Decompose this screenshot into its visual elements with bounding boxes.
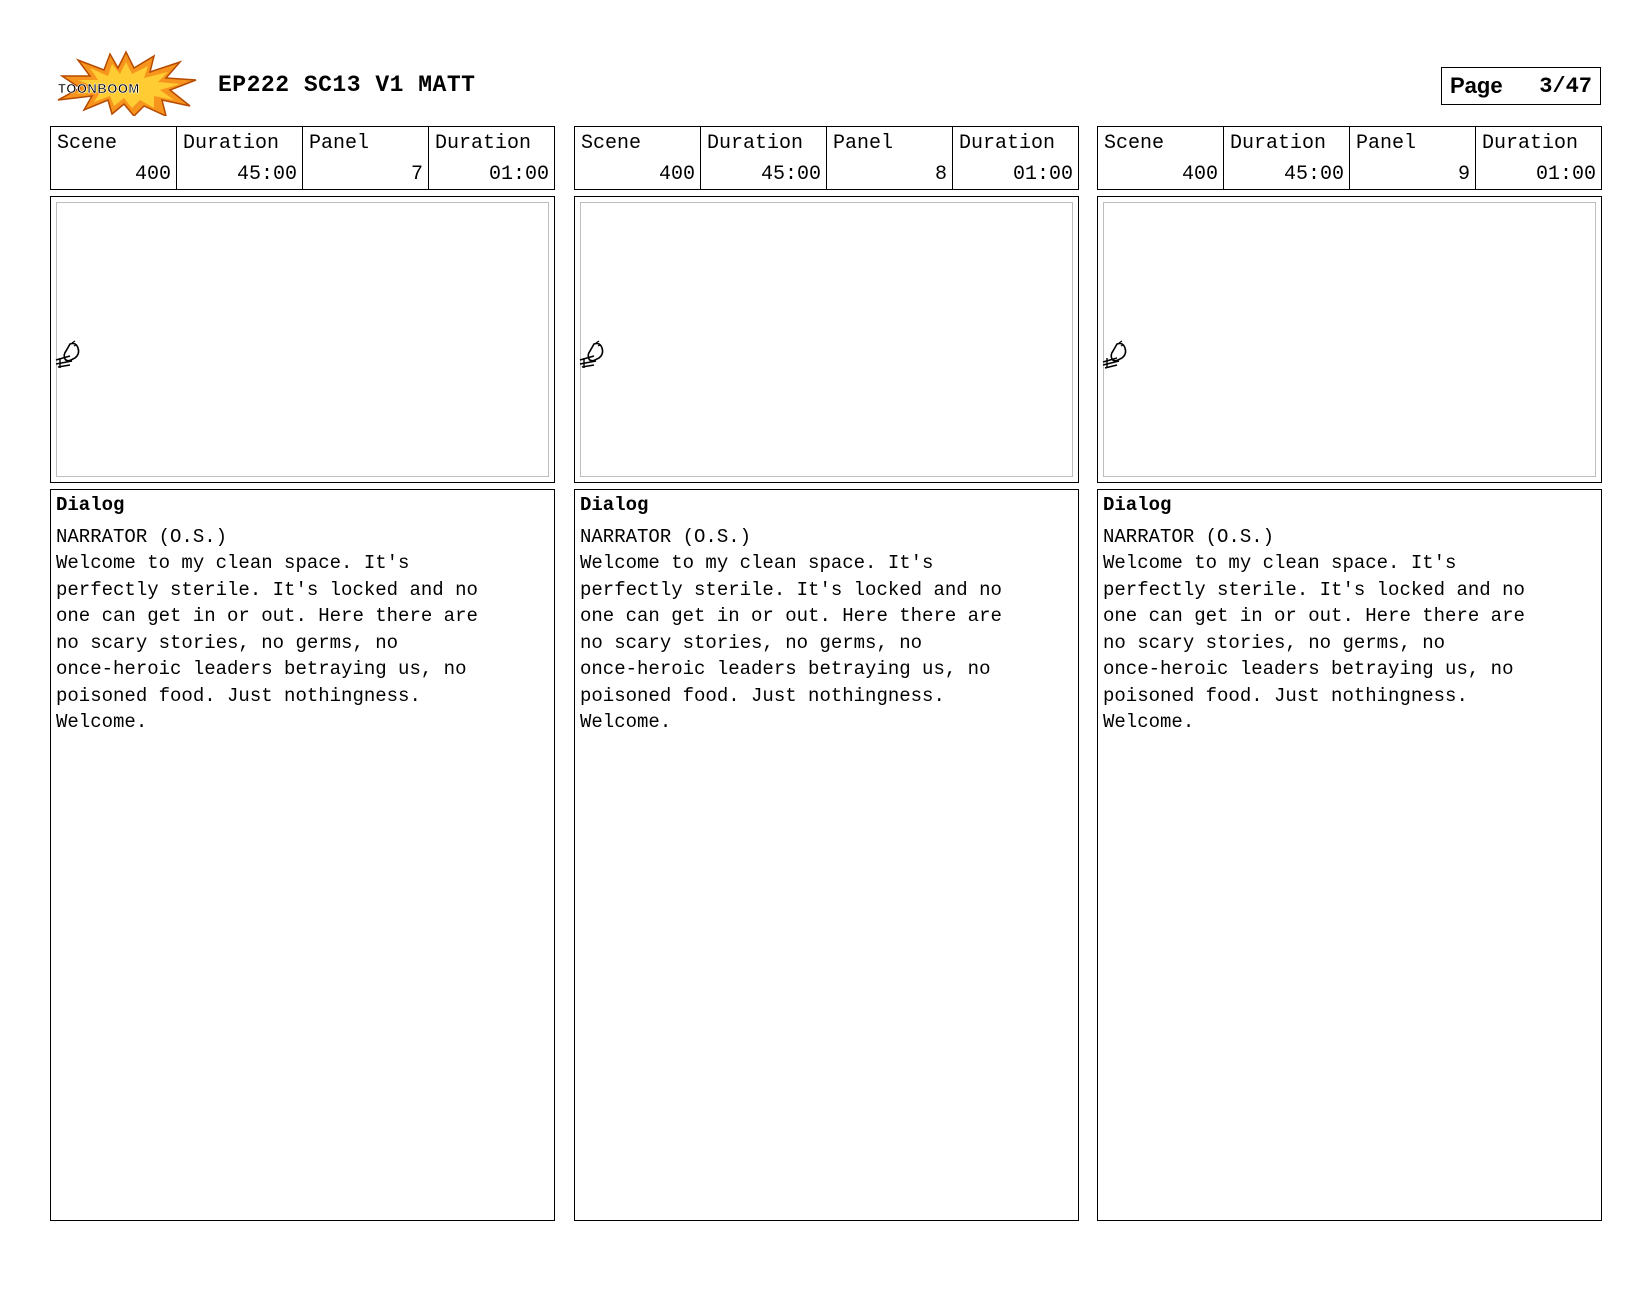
storyboard-frame[interactable] bbox=[1097, 196, 1602, 483]
panel-duration-cell bbox=[429, 127, 554, 189]
scene-duration: 45:00 bbox=[1283, 163, 1344, 186]
panel-duration: 01:00 bbox=[1012, 163, 1073, 186]
page-indicator bbox=[1441, 67, 1601, 105]
panel-column-3 bbox=[1097, 126, 1602, 1221]
dialog-box bbox=[574, 489, 1079, 1221]
panel-column-2 bbox=[574, 126, 1079, 1221]
panel-duration-cell bbox=[953, 127, 1078, 189]
dialog-speaker: NARRATOR (O.S.) bbox=[1103, 526, 1275, 548]
dialog-line: Welcome. bbox=[580, 711, 672, 733]
panel-number: 8 bbox=[934, 163, 947, 186]
dialog-speaker: NARRATOR (O.S.) bbox=[580, 526, 752, 548]
dialog-speaker: NARRATOR (O.S.) bbox=[56, 526, 228, 548]
dialog-line: one can get in or out. Here there are bbox=[580, 605, 1002, 627]
toonboom-logo bbox=[54, 50, 198, 116]
panel-cell bbox=[303, 127, 429, 189]
dialog-heading: Dialog bbox=[580, 494, 649, 516]
dialog-line: once-heroic leaders betraying us, no bbox=[56, 658, 467, 680]
dialog-line: once-heroic leaders betraying us, no bbox=[580, 658, 991, 680]
dialog-line: Welcome. bbox=[56, 711, 148, 733]
duration-label: Duration bbox=[183, 132, 280, 155]
dialog-line: poisoned food. Just nothingness. bbox=[580, 684, 945, 707]
scene-number: 400 bbox=[1181, 163, 1218, 186]
panel-duration: 01:00 bbox=[488, 163, 549, 186]
dialog-line: one can get in or out. Here there are bbox=[56, 605, 478, 627]
frame-safe-area bbox=[1103, 202, 1596, 477]
scene-number: 400 bbox=[134, 163, 171, 186]
panel-cell bbox=[827, 127, 953, 189]
panel-header bbox=[50, 126, 555, 190]
panel-label: Panel bbox=[833, 132, 894, 155]
dialog-line: perfectly sterile. It's locked and no bbox=[580, 578, 1002, 601]
document-title: EP222 SC13 V1 MATT bbox=[218, 72, 476, 98]
scene-label: Scene bbox=[581, 132, 642, 155]
duration-label: Duration bbox=[435, 132, 532, 155]
scene-duration-cell bbox=[701, 127, 827, 189]
scene-cell bbox=[1098, 127, 1224, 189]
dialog-line: perfectly sterile. It's locked and no bbox=[1103, 578, 1525, 601]
page-number: 3/47 bbox=[1539, 73, 1592, 99]
scene-cell bbox=[575, 127, 701, 189]
panel-column-1 bbox=[50, 126, 555, 1221]
dialog-line: no scary stories, no germs, no bbox=[1103, 631, 1446, 654]
panel-label: Panel bbox=[1356, 132, 1417, 155]
character-sketch-icon bbox=[578, 340, 610, 370]
dialog-heading: Dialog bbox=[56, 494, 125, 516]
scene-number: 400 bbox=[658, 163, 695, 186]
dialog-line: Welcome to my clean space. It's bbox=[1103, 552, 1457, 574]
scene-cell bbox=[51, 127, 177, 189]
logo-text: TOONBOOM bbox=[58, 81, 140, 96]
panel-label: Panel bbox=[309, 132, 370, 155]
character-sketch-icon bbox=[1101, 340, 1133, 370]
scene-duration-cell bbox=[177, 127, 303, 189]
scene-duration-cell bbox=[1224, 127, 1350, 189]
duration-label: Duration bbox=[1230, 132, 1327, 155]
scene-duration: 45:00 bbox=[236, 163, 297, 186]
dialog-line: once-heroic leaders betraying us, no bbox=[1103, 658, 1514, 680]
dialog-line: no scary stories, no germs, no bbox=[56, 631, 399, 654]
storyboard-frame[interactable] bbox=[574, 196, 1079, 483]
panel-number: 9 bbox=[1457, 163, 1470, 186]
dialog-box bbox=[1097, 489, 1602, 1221]
frame-safe-area bbox=[56, 202, 549, 477]
panel-cell bbox=[1350, 127, 1476, 189]
scene-label: Scene bbox=[57, 132, 118, 155]
dialog-line: poisoned food. Just nothingness. bbox=[56, 684, 421, 707]
dialog-line: one can get in or out. Here there are bbox=[1103, 605, 1525, 627]
character-sketch-icon bbox=[54, 340, 86, 370]
dialog-box bbox=[50, 489, 555, 1221]
frame-safe-area bbox=[580, 202, 1073, 477]
dialog-line: Welcome to my clean space. It's bbox=[56, 552, 410, 574]
dialog-line: perfectly sterile. It's locked and no bbox=[56, 578, 478, 601]
panel-duration-cell bbox=[1476, 127, 1601, 189]
panel-number: 7 bbox=[410, 163, 423, 186]
dialog-line: poisoned food. Just nothingness. bbox=[1103, 684, 1468, 707]
dialog-line: no scary stories, no germs, no bbox=[580, 631, 923, 654]
panel-header bbox=[574, 126, 1079, 190]
storyboard-frame[interactable] bbox=[50, 196, 555, 483]
panel-header bbox=[1097, 126, 1602, 190]
scene-duration: 45:00 bbox=[760, 163, 821, 186]
panel-duration: 01:00 bbox=[1535, 163, 1596, 186]
scene-label: Scene bbox=[1104, 132, 1165, 155]
duration-label: Duration bbox=[707, 132, 804, 155]
duration-label: Duration bbox=[1482, 132, 1579, 155]
dialog-heading: Dialog bbox=[1103, 494, 1172, 516]
page-label: Page bbox=[1450, 73, 1503, 98]
dialog-line: Welcome to my clean space. It's bbox=[580, 552, 934, 574]
duration-label: Duration bbox=[959, 132, 1056, 155]
dialog-line: Welcome. bbox=[1103, 711, 1195, 733]
